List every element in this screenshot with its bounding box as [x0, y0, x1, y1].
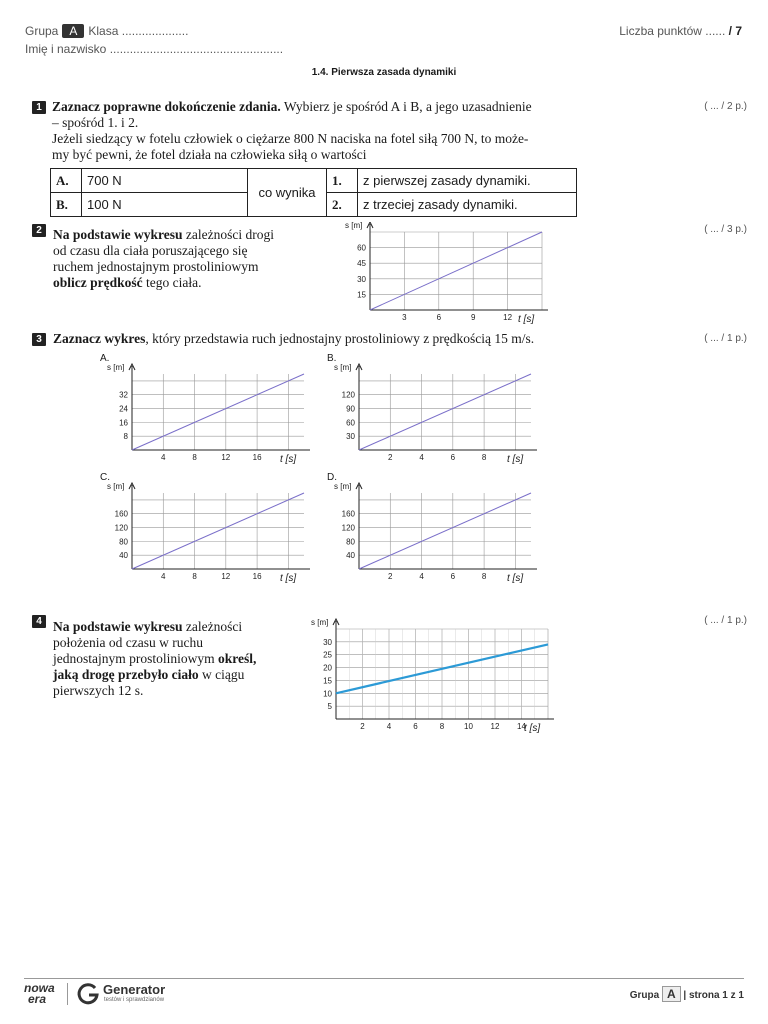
section-title: 1.4. Pierwsza zasada dynamiki — [311, 67, 457, 78]
q1-text2: – spośród 1. i 2. — [52, 115, 139, 130]
option-b-label[interactable]: B. — [327, 353, 337, 364]
x-tick-label: 8 — [481, 453, 487, 462]
x-tick-label: 2 — [388, 572, 393, 581]
x-tick-label: 12 — [490, 722, 500, 731]
x-tick-label: 8 — [192, 572, 197, 581]
q3-chart-a[interactable] — [96, 362, 311, 464]
question-number-1: 1 — [32, 101, 46, 114]
footer-group-value: A — [662, 986, 681, 1002]
x-axis-label: t [s] — [280, 573, 297, 583]
y-axis-label: s [m] — [334, 363, 352, 372]
generator-title: Generator — [103, 982, 166, 997]
group-label: Grupa — [25, 24, 59, 38]
y-tick-label: 80 — [346, 537, 355, 547]
class-label: Klasa — [88, 24, 119, 38]
y-tick-label: 30 — [357, 274, 366, 284]
x-tick-label: 9 — [470, 313, 476, 322]
y-tick-label: 160 — [114, 509, 128, 519]
option-a-label[interactable]: A. — [100, 353, 110, 364]
name-row — [25, 42, 283, 56]
series-line — [370, 232, 542, 310]
class-field[interactable]: .................... — [121, 24, 189, 38]
q4-chart — [306, 614, 576, 752]
y-axis-label: s [m] — [345, 222, 363, 230]
question-number-4: 4 — [32, 615, 46, 628]
q3-points: ( ... / 1 p.) — [704, 333, 747, 344]
x-axis-label: t [s] — [518, 314, 535, 325]
x-tick-label: 6 — [450, 453, 456, 462]
x-tick-label: 12 — [221, 453, 231, 462]
option-d-label[interactable]: D. — [327, 472, 337, 483]
y-tick-label: 30 — [323, 637, 332, 647]
y-tick-label: 24 — [119, 404, 128, 414]
y-tick-label: 5 — [327, 702, 332, 712]
x-tick-label: 16 — [252, 453, 262, 462]
option-a-value[interactable]: 700 N — [82, 169, 248, 193]
y-tick-label: 160 — [341, 509, 355, 519]
x-tick-label: 2 — [388, 453, 393, 462]
x-tick-label: 8 — [439, 722, 445, 731]
series-line — [132, 374, 304, 450]
q2-text2: od czasu dla ciała poruszającego się — [53, 243, 248, 258]
y-axis-label: s [m] — [311, 618, 329, 627]
x-tick-label: 6 — [450, 572, 456, 581]
q2-points: ( ... / 3 p.) — [704, 224, 747, 235]
q3-chart-c[interactable] — [96, 481, 311, 583]
x-tick-label: 3 — [402, 313, 407, 322]
q2-chart — [334, 222, 549, 327]
points-header — [619, 24, 742, 38]
q2-text4: tego ciała. — [142, 275, 202, 290]
q3-chart-b[interactable] — [323, 362, 538, 464]
x-tick-label: 4 — [419, 572, 424, 581]
series-line — [132, 493, 304, 569]
question-number-2: 2 — [32, 224, 46, 237]
q4-text4: w ciągu — [198, 667, 245, 682]
y-tick-label: 32 — [119, 390, 128, 400]
option-2-num[interactable]: 2. — [327, 193, 358, 217]
q2-text1: zależności drogi — [182, 227, 274, 242]
name-label: Imię i nazwisko — [25, 42, 107, 56]
x-tick-label: 6 — [413, 722, 418, 731]
group-value: A — [62, 24, 84, 38]
header-left — [25, 24, 188, 38]
q4-text1: zależności — [182, 619, 243, 634]
y-tick-label: 80 — [119, 537, 128, 547]
x-tick-label: 12 — [221, 572, 231, 581]
y-tick-label: 90 — [346, 404, 355, 414]
q4-text5: pierwszych 12 s. — [53, 683, 144, 698]
footer-page-info — [630, 986, 744, 1002]
points-label: Liczba punktów — [619, 24, 702, 38]
y-tick-label: 60 — [346, 418, 355, 428]
q4-bold1: Na podstawie wykresu — [53, 619, 183, 634]
y-tick-label: 8 — [123, 432, 128, 442]
q1-points: ( ... / 2 p.) — [704, 101, 747, 112]
y-axis-label: s [m] — [107, 363, 125, 372]
q4-text3: jednostajnym prostoliniowym — [53, 651, 218, 666]
y-tick-label: 15 — [357, 290, 366, 300]
generator-g-icon — [76, 982, 100, 1006]
footer-group-label: Grupa — [629, 990, 660, 1001]
x-tick-label: 14 — [517, 722, 526, 731]
question-3-text — [53, 331, 613, 347]
question-1-text — [52, 99, 592, 163]
brand-line1: nowa — [24, 981, 55, 995]
y-tick-label: 120 — [341, 390, 355, 400]
footer-separator — [67, 983, 68, 1005]
q1-text4: my być pewni, że fotel działa na człowieka siłą o wartości — [52, 147, 367, 162]
y-tick-label: 10 — [323, 689, 332, 699]
x-tick-label: 4 — [161, 572, 166, 581]
x-tick-label: 6 — [436, 313, 442, 322]
option-c-label[interactable]: C. — [100, 472, 110, 483]
y-tick-label: 45 — [357, 259, 366, 269]
middle-text: co wynika — [248, 169, 327, 217]
x-tick-label: 4 — [419, 453, 424, 462]
q2-bold1: Na podstawie wykresu — [53, 227, 183, 242]
q1-text1: Wybierz je spośród A i B, a jego uzasadnienie — [280, 99, 532, 114]
option-2-text[interactable]: z trzeciej zasady dynamiki. — [358, 193, 577, 217]
points-dots: ...... — [705, 24, 726, 38]
option-b-value[interactable]: 100 N — [82, 193, 248, 217]
x-tick-label: 8 — [192, 453, 197, 462]
x-tick-label: 12 — [503, 313, 513, 322]
q1-text3: Jeżeli siedzący w fotelu człowiek o ciężarze 800 N naciska na fotel siłą 700 N, to może- — [52, 131, 529, 146]
generator-subtitle: testów i sprawdzianów — [104, 997, 165, 1003]
question-number-3: 3 — [32, 333, 46, 346]
option-1-num[interactable]: 1. — [327, 169, 358, 193]
x-tick-label: 2 — [360, 722, 365, 731]
nowa-era-logo — [24, 983, 55, 1005]
x-tick-label: 4 — [386, 722, 392, 731]
x-tick-label: 4 — [161, 453, 166, 462]
option-b-letter[interactable]: B. — [51, 193, 82, 217]
name-field[interactable]: .................................................... — [109, 42, 284, 56]
option-1-text[interactable]: z pierwszej zasady dynamiki. — [358, 169, 577, 193]
q3-chart-d[interactable] — [323, 481, 538, 583]
q3-text: , który przedstawia ruch jednostajny prostoliniowy z prędkością 15 m/s. — [145, 331, 535, 346]
points-total: / 7 — [728, 24, 742, 38]
x-axis-label: t [s] — [280, 454, 297, 464]
q2-bold2: oblicz prędkość — [53, 275, 143, 290]
q3-bold: Zaznacz wykres — [53, 331, 146, 346]
series-line — [359, 493, 531, 569]
q1-bold: Zaznacz poprawne dokończenie zdania. — [52, 99, 281, 114]
q2-text3: ruchem jednostajnym prostoliniowym — [53, 259, 259, 274]
y-tick-label: 15 — [323, 676, 332, 686]
q4-text2: położenia od czasu w ruchu — [53, 635, 203, 650]
q4-points: ( ... / 1 p.) — [704, 615, 747, 626]
q1-answer-table — [50, 168, 577, 217]
y-tick-label: 120 — [341, 523, 355, 533]
option-a-letter[interactable]: A. — [51, 169, 82, 193]
footer-page: | strona 1 z 1 — [683, 990, 744, 1001]
y-tick-label: 16 — [119, 418, 128, 428]
y-tick-label: 40 — [346, 551, 355, 561]
series-line — [359, 374, 531, 450]
x-tick-label: 16 — [252, 572, 262, 581]
x-axis-label: t [s] — [524, 723, 541, 734]
x-axis-label: t [s] — [507, 454, 524, 464]
question-4-text — [53, 619, 293, 699]
x-axis-label: t [s] — [507, 573, 524, 583]
y-axis-label: s [m] — [334, 482, 352, 491]
y-tick-label: 20 — [323, 663, 332, 673]
y-axis-label: s [m] — [107, 482, 125, 491]
question-2-text — [53, 227, 323, 291]
footer-divider — [24, 978, 744, 979]
y-tick-label: 120 — [114, 523, 128, 533]
y-tick-label: 60 — [357, 243, 366, 253]
q4-bold3: jaką drogę przebyło ciało — [53, 667, 199, 682]
y-tick-label: 25 — [323, 650, 332, 660]
brand-line2: era — [28, 992, 47, 1006]
y-tick-label: 40 — [119, 551, 128, 561]
x-tick-label: 10 — [464, 722, 473, 731]
q4-bold2: określ, — [218, 651, 257, 666]
x-tick-label: 8 — [481, 572, 487, 581]
y-tick-label: 30 — [346, 432, 355, 442]
